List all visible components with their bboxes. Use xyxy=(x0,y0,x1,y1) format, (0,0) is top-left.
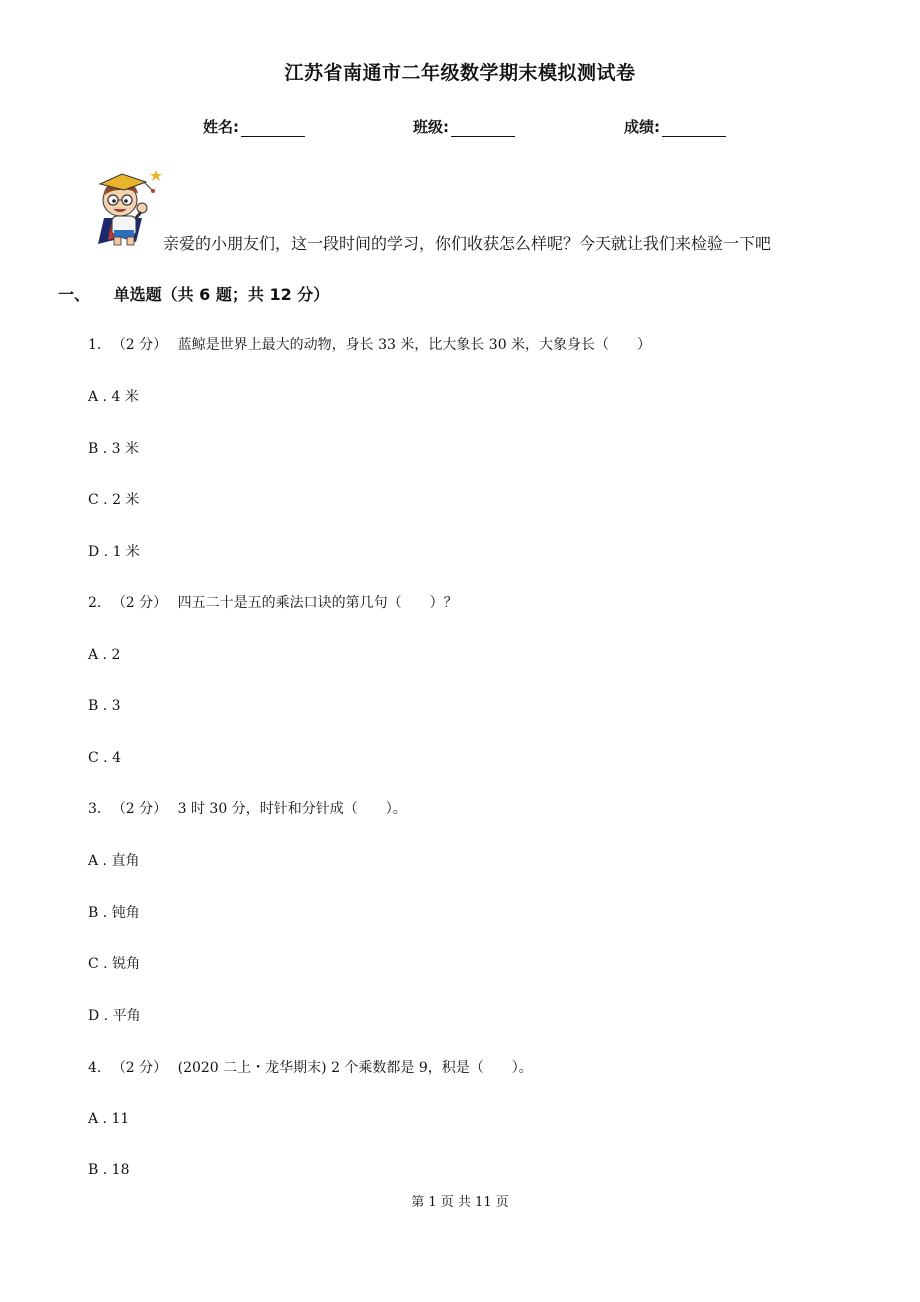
option-text: 4 xyxy=(112,750,121,766)
question-text: 3 时 30 分，时针和分针成（ ）。 xyxy=(177,801,407,817)
student-name-field xyxy=(203,116,305,137)
option-text: 锐角 xyxy=(112,956,141,972)
section-heading xyxy=(58,282,329,305)
mascot-icon xyxy=(92,168,168,248)
option-text: 钝角 xyxy=(111,905,140,921)
option-letter: B . xyxy=(88,441,108,457)
option-letter: C . xyxy=(88,492,108,508)
question-1 xyxy=(88,334,651,354)
question-text: 蓝鲸是世界上最大的动物，身长 33 米，比大象长 30 米，大象身长（ ） xyxy=(177,337,652,353)
option-3c[interactable] xyxy=(88,953,140,973)
option-1d[interactable] xyxy=(88,541,140,561)
page-title: 江苏省南通市二年级数学期末模拟测试卷 xyxy=(284,62,636,84)
class-blank xyxy=(451,121,515,137)
option-4b[interactable] xyxy=(88,1162,129,1178)
question-number: 1. xyxy=(88,337,102,353)
option-text: 1 米 xyxy=(112,544,140,560)
option-letter: B . xyxy=(88,698,108,714)
section-number: 一、 xyxy=(58,285,91,304)
question-4 xyxy=(88,1057,533,1077)
option-letter: A . xyxy=(88,647,108,663)
option-letter: B . xyxy=(88,905,108,921)
option-letter: A . xyxy=(88,1111,108,1127)
question-number: 2. xyxy=(88,595,102,611)
option-letter: D . xyxy=(88,1008,109,1024)
question-2 xyxy=(88,592,458,612)
option-3b[interactable] xyxy=(88,902,140,922)
option-text: 直角 xyxy=(111,853,140,869)
option-letter: A . xyxy=(88,389,108,405)
name-blank xyxy=(241,121,305,137)
option-3d[interactable] xyxy=(88,1005,141,1025)
option-2b[interactable] xyxy=(88,698,121,714)
option-text: 4 米 xyxy=(111,389,139,405)
score-blank xyxy=(662,121,726,137)
option-letter: A . xyxy=(88,853,108,869)
question-points: （2 分） xyxy=(111,337,168,353)
option-text: 3 米 xyxy=(111,441,140,457)
question-3 xyxy=(88,798,407,818)
question-number: 4. xyxy=(88,1060,102,1076)
option-text: 3 xyxy=(111,698,121,714)
class-label: 班级: xyxy=(413,118,449,136)
option-2a[interactable] xyxy=(88,647,120,663)
question-points: （2 分） xyxy=(111,1060,168,1076)
question-text: (2020 二上・龙华期末) 2 个乘数都是 9，积是（ ）。 xyxy=(177,1060,533,1076)
option-1b[interactable] xyxy=(88,438,139,458)
option-text: 平角 xyxy=(112,1008,141,1024)
section-title: 单选题（共 6 题；共 12 分） xyxy=(113,285,330,304)
option-text: 18 xyxy=(111,1162,130,1178)
score-label: 成绩: xyxy=(624,118,660,136)
option-1c[interactable] xyxy=(88,489,139,509)
question-number: 3. xyxy=(88,801,102,817)
option-text: 2 米 xyxy=(112,492,140,508)
option-text: 2 xyxy=(111,647,121,663)
greeting-text: 亲爱的小朋友们，这一段时间的学习，你们收获怎么样呢？今天就让我们来检验一下吧 xyxy=(163,234,772,253)
score-field xyxy=(624,116,726,137)
option-4a[interactable] xyxy=(88,1111,129,1127)
option-text: 11 xyxy=(111,1111,130,1127)
name-label: 姓名: xyxy=(203,118,239,136)
page-footer: 第 1 页 共 11 页 xyxy=(411,1195,509,1210)
question-text: 四五二十是五的乘法口诀的第几句（ ）？ xyxy=(177,595,458,611)
option-letter: B . xyxy=(88,1162,108,1178)
option-1a[interactable] xyxy=(88,386,139,406)
option-3a[interactable] xyxy=(88,850,139,870)
option-2c[interactable] xyxy=(88,750,121,766)
option-letter: C . xyxy=(88,750,108,766)
option-letter: C . xyxy=(88,956,108,972)
class-field xyxy=(413,116,515,137)
question-points: （2 分） xyxy=(111,595,168,611)
option-letter: D . xyxy=(88,544,109,560)
question-points: （2 分） xyxy=(111,801,168,817)
